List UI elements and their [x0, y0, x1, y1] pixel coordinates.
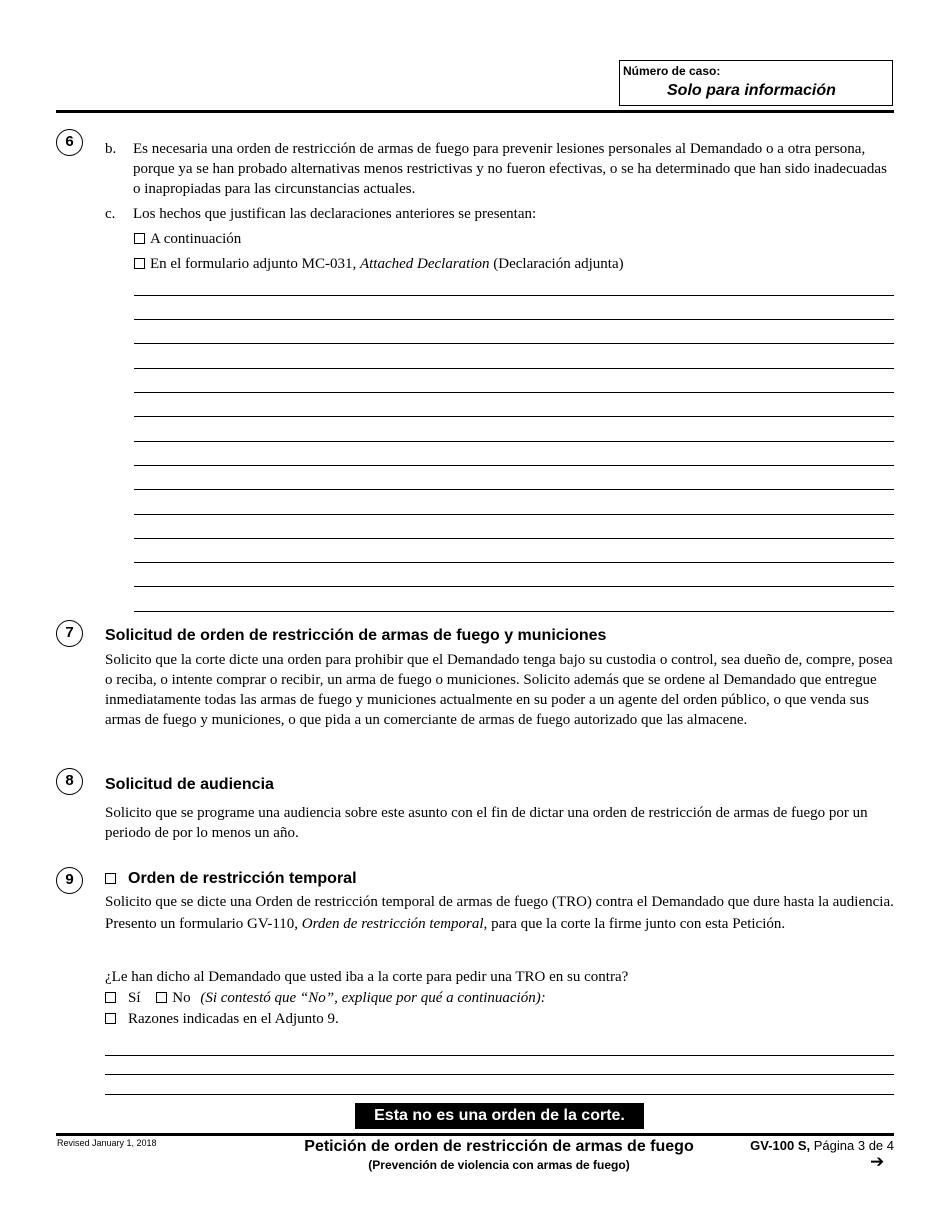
no-label: No — [172, 990, 191, 1006]
writing-line[interactable] — [134, 368, 894, 369]
writing-line[interactable] — [134, 489, 894, 490]
option-attached-prefix: En el formulario adjunto MC-031, — [150, 256, 360, 272]
item-b-text: Es necesaria una orden de restricción de armas de fuego para prevenir lesiones personales al Demandado o a otra persona, porque ya se han probado alternativas menos restrictivas y no fueron efectivas, o se ha determinado que han sido inadecuadas o inapropiadas para las circunstancias actuales. — [133, 141, 887, 197]
option-attached-row — [134, 254, 624, 274]
revised-date: Revised January 1, 2018 — [57, 1138, 157, 1148]
yes-label: Sí — [128, 990, 141, 1006]
writing-line[interactable] — [134, 319, 894, 320]
writing-line[interactable] — [105, 1094, 894, 1095]
footer-subtitle: (Prevención de violencia con armas de fuego) — [368, 1158, 630, 1172]
attachment-row — [105, 1009, 339, 1029]
writing-line[interactable] — [105, 1074, 894, 1075]
footer-title: Petición de orden de restricción de armas de fuego — [304, 1138, 694, 1155]
next-page-arrow-icon: ➔ — [870, 1152, 885, 1171]
form-id: GV-100 S, — [750, 1138, 811, 1153]
attachment-9-checkbox[interactable] — [105, 1013, 116, 1024]
writing-line[interactable] — [105, 1055, 894, 1056]
section-8-body: Solicito que se programe una audiencia sobre este asunto con el fin de dictar una orden de restricción de armas de fuego por un periodo de por lo menos un año. — [105, 805, 868, 841]
page-number: Página 3 de 4 — [813, 1138, 894, 1153]
section-9-title: Orden de restricción temporal — [128, 870, 357, 887]
no-note: (Si contestó que “No”, explique por qué a continuación): — [200, 990, 546, 1006]
writing-line[interactable] — [134, 586, 894, 587]
header-rule — [56, 110, 894, 113]
footer-rule — [56, 1133, 894, 1136]
option-attached-italic: Attached Declaration — [359, 256, 490, 272]
attachment-9-label: Razones indicadas en el Adjunto 9. — [128, 1011, 339, 1027]
section-number-9: 9 — [56, 867, 83, 894]
section-9-body — [105, 891, 897, 935]
option-below-checkbox[interactable] — [134, 233, 145, 244]
section-9-title-row — [105, 870, 357, 888]
case-number-value[interactable]: Solo para información — [667, 82, 836, 99]
yes-checkbox[interactable] — [105, 992, 116, 1003]
writing-line[interactable] — [134, 465, 894, 466]
writing-line[interactable] — [134, 392, 894, 393]
section-7-body: Solicito que la corte dicte una orden para prohibir que el Demandado tenga bajo su custodia o control, sea dueño de, compre, posea o reciba, o intente comprar o recibir, un arma de fuego o municiones. Solicito además que se ordene al Demandado que entregue inmediatamente todas las armas de fuego y municiones actualmente en su poder a un agente del orden público, o que venda sus armas de fuego y municiones, o que pida a un comerciante de armas de fuego autorizado que las almacene. — [105, 652, 893, 728]
item-c-text: Los hechos que justifican las declaraciones anteriores se presentan: — [133, 206, 537, 222]
writing-line[interactable] — [134, 343, 894, 344]
not-court-order-notice: Esta no es una orden de la corte. — [355, 1103, 644, 1129]
case-number-label: Número de caso: — [623, 64, 721, 78]
writing-line[interactable] — [134, 538, 894, 539]
section-7-title: Solicitud de orden de restricción de armas de fuego y municiones — [105, 627, 607, 644]
option-attached-suffix: (Declaración adjunta) — [489, 256, 624, 272]
writing-line[interactable] — [134, 562, 894, 563]
writing-line[interactable] — [134, 441, 894, 442]
writing-line[interactable] — [134, 514, 894, 515]
tro-question: ¿Le han dicho al Demandado que usted iba a la corte para pedir una TRO en su contra? — [105, 969, 629, 985]
section-9-body-prefix: Solicito que se dicte una Orden de restricción temporal de armas de fuego (TRO) contra el Demandado que dure hasta la audiencia. Presento un formulario GV-110, — [105, 894, 894, 932]
section-number-8: 8 — [56, 768, 83, 795]
option-below-row — [134, 229, 241, 249]
item-c-marker: c. — [105, 206, 116, 222]
option-below-label: A continuación — [150, 231, 242, 247]
section-number-6: 6 — [56, 129, 83, 156]
section-9-body-suffix: para que la corte la firme junto con esta Petición. — [487, 916, 786, 932]
writing-line[interactable] — [134, 416, 894, 417]
no-checkbox[interactable] — [156, 992, 167, 1003]
writing-line[interactable] — [134, 611, 894, 612]
section-8-title: Solicitud de audiencia — [105, 776, 274, 793]
form-page-info — [748, 1138, 894, 1153]
option-attached-checkbox[interactable] — [134, 258, 145, 269]
case-number-box — [619, 60, 893, 106]
tro-checkbox[interactable] — [105, 873, 116, 884]
section-number-7: 7 — [56, 620, 83, 647]
writing-line[interactable] — [134, 295, 894, 296]
section-9-body-italic: Orden de restricción temporal, — [301, 916, 488, 932]
item-b-marker: b. — [105, 141, 117, 157]
tro-answer-row — [105, 988, 546, 1008]
